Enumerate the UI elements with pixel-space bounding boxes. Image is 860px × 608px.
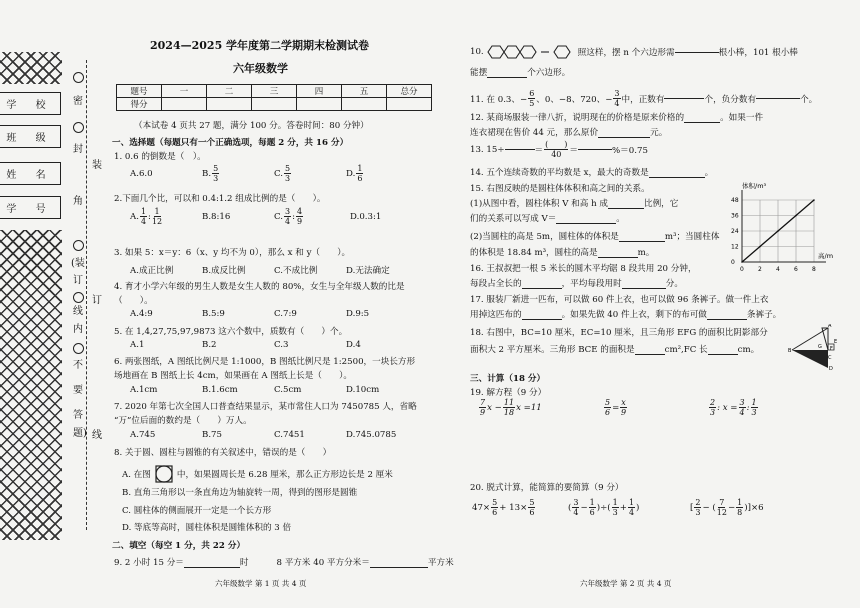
chart-x-tick-label: 6 — [794, 266, 798, 273]
binding-char: 不 — [73, 360, 83, 371]
binding-char: 答 — [73, 410, 83, 421]
hexagon-chain-icon — [486, 44, 576, 60]
q8-option-c[interactable]: C. 圆柱体的侧面展开一定是一个长方形 — [122, 506, 272, 516]
fig-label-e: E — [834, 339, 838, 345]
chart-x-tick-label: 2 — [758, 266, 762, 273]
q2-option-a[interactable]: A. $\frac{1}{4}$ : $\frac{1}{12}$ — [130, 207, 163, 226]
q7-option-c[interactable]: C.7451 — [274, 430, 305, 440]
q18-line2: 面积大 2 平方厘米。三角形 BCE 的面积是 cm²,FC 长 cm。 — [470, 345, 760, 355]
score-header-cell: 四 — [297, 85, 342, 98]
chart-data-point — [741, 261, 743, 263]
q15-part1: (1)从图中看，圆柱体积 V 和高 h 成 比例，它 — [470, 199, 679, 209]
q20-expression-2: ( $\frac{3}{4}$ − $\frac{1}{6}$ )÷( $\frac{1}{3}$ + $\frac{1}{4}$ ) — [568, 498, 640, 517]
score-header-cell: 一 — [162, 85, 207, 98]
q10-line2: 能摆 个六边形。 — [470, 68, 571, 78]
score-label-cell: 得分 — [117, 98, 162, 111]
q9-line: 9. 2 小时 15 分＝ 时 8 平方米 40 平方分米＝ 平方米 — [114, 558, 454, 568]
q4-stem: 4. 育才小学六年级的男生人数是女生人数的 80%，女生与全年级人数的比是 — [114, 282, 405, 292]
q5-option-a[interactable]: A.1 — [130, 340, 145, 350]
q1-stem: 1. 0.6 的倒数是（ ）。 — [114, 152, 206, 162]
q18-answer-1[interactable] — [635, 354, 665, 355]
q5-options — [130, 340, 361, 350]
q19-equation-3: $\frac{2}{3}$ : x = $\frac{3}{4}$ : $\frac{1}{3}$ — [710, 398, 757, 417]
q15-answer-3[interactable] — [619, 241, 665, 242]
exam-note: （本试卷 4 页共 27 题，满分 100 分。答卷时间：80 分钟） — [134, 121, 369, 131]
score-header-cell: 三 — [252, 85, 297, 98]
q19-equation-1: $\frac{7}{9}$ x − $\frac{11}{18}$ x =11 — [480, 398, 542, 417]
binding-sidebar — [0, 0, 108, 608]
q3-option-c[interactable]: C.不成比例 — [274, 266, 318, 276]
q6-option-c[interactable]: C.5cm — [274, 385, 302, 395]
square-with-circle-icon — [154, 464, 174, 484]
q8-option-a[interactable]: A. 在图 中，如果圆周长是 6.28 厘米，那么正方形边长是 2 厘米 — [122, 464, 393, 484]
chart-data-point — [813, 199, 815, 201]
binding-char: 密 — [73, 96, 83, 107]
q10-answer-2[interactable] — [487, 77, 527, 78]
binding-char: 角 — [73, 196, 83, 207]
binding-hole-icon — [73, 122, 84, 133]
footer-right: 六年级数学 第 2 页 共 4 页 — [580, 579, 672, 588]
chart-y-tick-label: 12 — [731, 243, 739, 251]
q2-option-d[interactable]: D.0.3:1 — [350, 211, 382, 222]
binding-char: 封 — [73, 144, 83, 155]
q11-answer-2[interactable] — [756, 98, 800, 99]
q14-line: 14. 五个连续奇数的平均数是 x，最大的奇数是 。 — [470, 168, 714, 178]
q16-line2: 每段占全长的 ，平均每段用时 分。 — [470, 279, 683, 289]
binding-char: (装 — [71, 258, 85, 269]
q2-option-b[interactable]: B.8:16 — [202, 211, 231, 222]
chart-y-tick-label: 0 — [731, 259, 735, 266]
school-field: 学 校 — [0, 92, 61, 115]
student-id-field: 学 号 — [0, 196, 61, 219]
q3-option-d[interactable]: D.无法确定 — [346, 266, 390, 276]
q3-stem: 3. 如果 5：x＝y：6（x、y 均不为 0），那么 x 和 y（ ）。 — [114, 248, 351, 258]
section3-heading: 三、计算（18 分） — [470, 374, 546, 384]
score-header-cell: 题号 — [117, 85, 162, 98]
binding-char: 装 — [92, 160, 102, 171]
triangle-figure — [788, 324, 838, 370]
chart-y-axis-label: 体积/m³ — [742, 182, 767, 190]
q15-answer-1[interactable] — [608, 208, 644, 209]
q2-options — [130, 207, 440, 226]
q6-option-b[interactable]: B.1.6cm — [202, 385, 238, 395]
q10-answer-1[interactable] — [675, 52, 719, 53]
score-input-cell[interactable] — [162, 98, 207, 111]
binding-char: 要 — [73, 385, 83, 396]
q3-option-b[interactable]: B.成反比例 — [202, 266, 246, 276]
q7-option-b[interactable]: B.75 — [202, 430, 222, 440]
score-input-cell[interactable] — [342, 98, 387, 111]
q13-answer-2[interactable] — [578, 149, 612, 150]
q17-answer-1[interactable] — [522, 319, 562, 320]
score-input-cell[interactable] — [387, 98, 432, 111]
q3-option-a[interactable]: A.成正比例 — [130, 266, 174, 276]
q11-answer-1[interactable] — [664, 98, 704, 99]
chart-x-tick-label: 8 — [812, 266, 816, 273]
q1-option-d[interactable]: D. $\frac{1}{6}$ — [346, 164, 363, 183]
q1-option-c[interactable]: C. $\frac{5}{3}$ — [274, 164, 291, 183]
q6-options — [130, 385, 379, 395]
footer-left: 六年级数学 第 1 页 共 4 页 — [215, 579, 307, 588]
binding-char: 线 — [92, 430, 102, 441]
q13-answer-1[interactable] — [505, 149, 535, 150]
q15-part1-cont: 们的关系可以写成 V＝ 。 — [470, 214, 625, 224]
q1-options — [130, 164, 430, 183]
binding-hole-icon — [73, 292, 84, 303]
q16-answer-2[interactable] — [622, 288, 666, 289]
q5-option-c[interactable]: C.3 — [274, 340, 289, 350]
name-field: 姓 名 — [0, 162, 61, 185]
q20-stem: 20. 脱式计算，能简算的要简算（9 分） — [470, 483, 624, 493]
binding-char: 线 — [73, 306, 83, 317]
score-table — [116, 84, 432, 111]
q4-option-c[interactable]: C.7:9 — [274, 309, 297, 319]
q17-stem: 17. 服装厂新进一匹布，可以做 60 件上衣，也可以做 96 条裤子。做一件上衣 — [470, 295, 769, 305]
chart-data-point — [777, 230, 779, 232]
chart-y-tick-label: 36 — [731, 212, 739, 220]
binding-char: 订 — [73, 275, 83, 286]
binding-dash-line — [86, 60, 87, 530]
chart-data-point — [759, 246, 761, 248]
fig-label-b: B — [788, 348, 792, 354]
score-input-cell[interactable] — [297, 98, 342, 111]
q15-part2-cont: 的体积是 18.84 m³，圆柱的高是 m。 — [470, 248, 655, 258]
q13-line: 13. 15÷ ＝ $\frac{( )}{40}$ ＝ %＝0.75 — [470, 140, 648, 159]
binding-char: 题) — [73, 428, 87, 439]
q4-option-d[interactable]: D.9:5 — [346, 309, 370, 319]
diamond-pattern-top — [0, 52, 62, 84]
chart-x-tick-label: 4 — [776, 266, 780, 273]
q20-expression-3: [ $\frac{2}{3}$ − ( $\frac{7}{12}$ − $\frac{1}{8}$ )]×6 — [690, 498, 764, 517]
fig-label-f: F — [830, 346, 833, 352]
q6-stem-cont: 场地画在 B 图纸上长 4cm，如果画在 A 图纸上长是（ ）。 — [114, 371, 352, 381]
q5-option-d[interactable]: D.4 — [346, 340, 361, 350]
score-input-cell[interactable] — [207, 98, 252, 111]
section1-heading: 一、选择题（每题只有一个正确选项，每题 2 分，共 16 分） — [112, 138, 349, 148]
q12-answer-1[interactable] — [684, 122, 720, 123]
q11-line: 11. 在 0.3、− $\frac{6}{5}$ 、0、−8、720、− $\frac{3}{4}$ 中，正数有 个，负分数有 个。 — [470, 89, 818, 108]
binding-char: 内 — [73, 324, 83, 335]
q2-option-c[interactable]: C. $\frac{3}{4}$ : $\frac{4}{9}$ — [274, 207, 303, 226]
q20-expression-1: 47× $\frac{5}{6}$ + 13× $\frac{5}{6}$ — [472, 498, 535, 517]
q7-stem-cont: “万”位后面的数约是（ ）万人。 — [114, 416, 252, 426]
q4-option-b[interactable]: B.5:9 — [202, 309, 225, 319]
chart-data-point — [795, 215, 797, 217]
fig-label-d: D — [829, 366, 833, 370]
q7-options — [130, 430, 396, 440]
binding-hole-icon — [73, 240, 84, 251]
q6-option-d[interactable]: D.10cm — [346, 385, 380, 395]
binding-char: 订 — [92, 295, 102, 306]
chart-y-tick-label: 48 — [731, 197, 739, 204]
q4-options — [130, 309, 369, 319]
q9-answer-2[interactable] — [370, 567, 428, 568]
q2-stem: 2.下面几个比，可以和 0.4:1.2 组成比例的是（ ）。 — [114, 194, 326, 204]
diamond-pattern-bottom — [0, 230, 62, 540]
q14-answer[interactable] — [649, 177, 705, 178]
q8-stem: 8. 关于圆、圆柱与圆锥的有关叙述中，错误的是（ ） — [114, 448, 332, 458]
q12-answer-2[interactable] — [598, 137, 650, 138]
chart-y-tick-label: 24 — [731, 228, 739, 235]
fig-label-c: C — [828, 355, 832, 361]
score-input-cell[interactable] — [252, 98, 297, 111]
fig-label-a: A — [828, 324, 832, 329]
q1-option-b[interactable]: B. $\frac{5}{3}$ — [202, 164, 219, 183]
q3-options — [130, 264, 390, 276]
q15-answer-4[interactable] — [598, 257, 638, 258]
volume-height-chart — [730, 184, 840, 272]
q12-line: 12. 某商场服装一律八折，说明现在的价格是原来价格的 。如果一件 — [470, 113, 764, 123]
class-field: 班 级 — [0, 125, 61, 148]
q15-answer-2[interactable] — [556, 223, 616, 224]
q19-equation-2: $\frac{5}{6}$ = $\frac{x}{9}$ — [605, 398, 627, 417]
exam-title: 2024—2025 学年度第二学期期末检测试卷 — [150, 39, 370, 52]
q17-answer-2[interactable] — [707, 319, 747, 320]
q9-answer-1[interactable] — [184, 567, 240, 568]
binding-hole-icon — [73, 72, 84, 83]
q19-stem: 19. 解方程（9 分） — [470, 388, 547, 398]
q17-line2: 用掉这匹布的 。如果先做 40 件上衣，剩下的布可做 条裤子。 — [470, 310, 782, 320]
q16-stem: 16. 王叔叔把一根 5 米长的圆木平均锯 8 段共用 20 分钟， — [470, 264, 697, 274]
chart-x-tick-label: 0 — [740, 266, 744, 273]
q5-option-b[interactable]: B.2 — [202, 340, 217, 350]
fig-label-g: G — [818, 344, 822, 350]
q8-option-d[interactable]: D. 等底等高时，圆柱体积是圆锥体积的 3 倍 — [122, 523, 292, 533]
exam-subject: 六年级数学 — [233, 62, 288, 75]
chart-x-axis-label: 高/m — [818, 252, 834, 260]
binding-hole-icon — [73, 343, 84, 354]
section2-heading: 二、填空（每空 1 分，共 22 分） — [112, 541, 246, 551]
score-header-cell: 总分 — [387, 85, 432, 98]
q1-option-a[interactable]: A.6.0 — [130, 168, 153, 179]
q7-option-a[interactable]: A.745 — [130, 430, 156, 440]
score-header-cell: 二 — [207, 85, 252, 98]
q4-option-a[interactable]: A.4:9 — [130, 309, 153, 319]
score-header-cell: 五 — [342, 85, 387, 98]
q6-stem: 6. 两张图纸，A 图纸比例尺是 1:1000，B 图纸比例尺是 1:2500，一块长方形 — [114, 357, 416, 367]
q4-stem-cont: （ ）。 — [114, 296, 153, 306]
q5-stem: 5. 在 1,4,27,75,97,9873 这六个数中，质数有（ ）个。 — [114, 327, 348, 337]
q12-line2: 连衣裙现在售价 44 元，那么原价 元。 — [470, 128, 668, 138]
q15-part2: (2)当圆柱的高是 5m，圆柱体的体积是 m³；当圆柱体 — [470, 232, 720, 242]
q7-option-d[interactable]: D.745.0785 — [346, 430, 397, 440]
q18-stem: 18. 右图中，BC=10 厘米，EC=10 厘米，且三角形 EFG 的面积比阴影部分 — [470, 328, 768, 338]
q7-stem: 7. 2020 年第七次全国人口普查结果显示，某市常住人口为 7450785 人，省略 — [114, 402, 417, 412]
q16-answer-1[interactable] — [522, 288, 562, 289]
q6-option-a[interactable]: A.1cm — [130, 385, 158, 395]
q18-answer-2[interactable] — [708, 354, 738, 355]
q8-option-b[interactable]: B. 直角三角形以一条直角边为轴旋转一周，得到的图形是圆锥 — [122, 488, 358, 498]
q15-stem: 15. 右图反映的是圆柱体体积和高之间的关系。 — [470, 184, 650, 194]
q10-line: 10. 照这样，摆 n 个六边形需 根小棒，101 根小棒 — [470, 44, 798, 60]
